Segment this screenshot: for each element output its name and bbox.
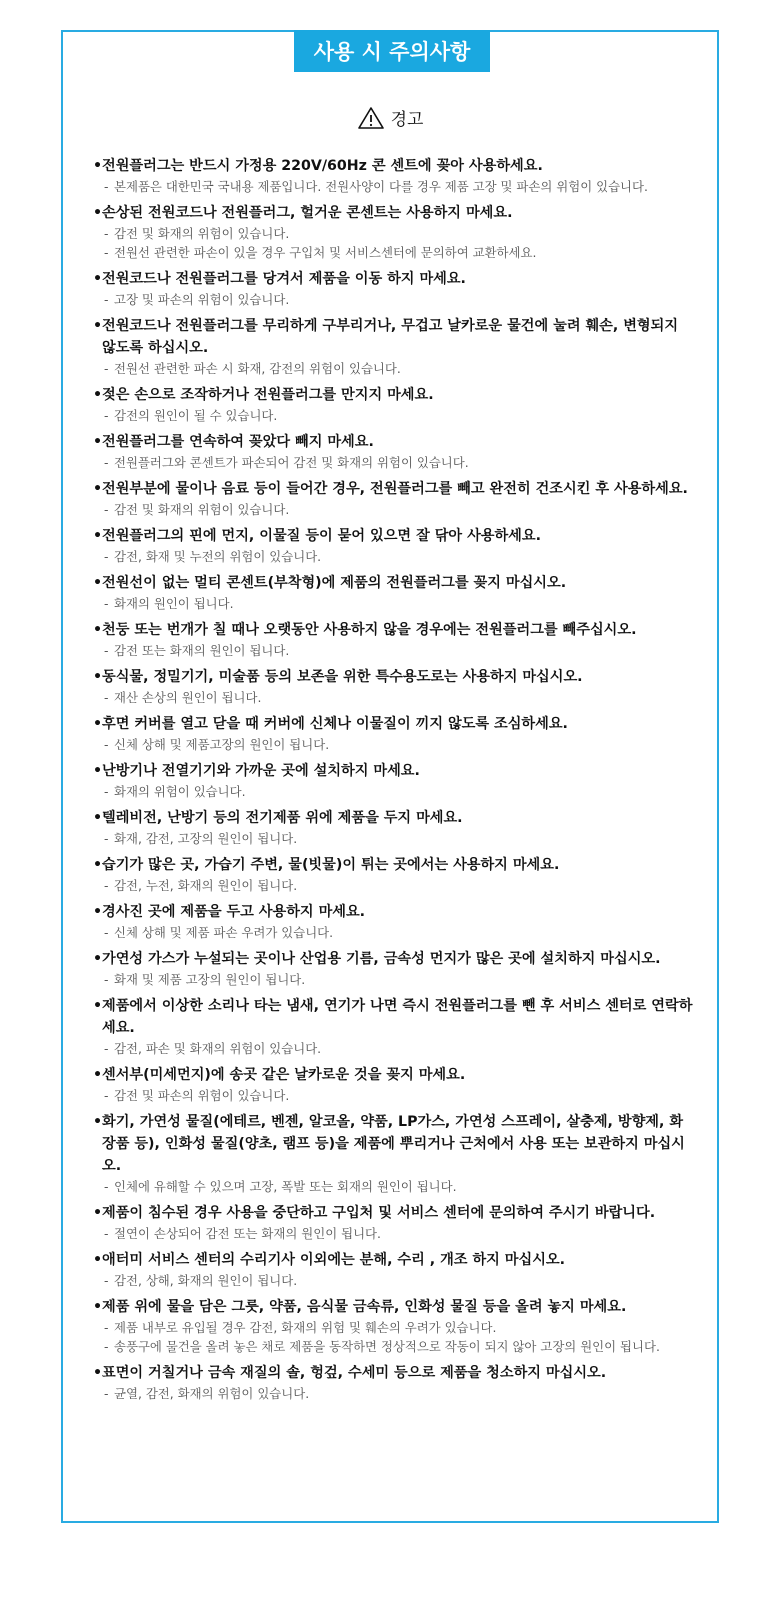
caution-item [93,854,693,895]
caution-frame [61,30,719,1523]
caution-item [93,1362,693,1403]
caution-item [93,995,693,1058]
caution-item [93,1296,693,1356]
caution-item [93,384,693,425]
caution-item-heading: • 텔레비전, 난방기 등의 전기제품 위에 제품을 두지 마세요. [93,807,693,829]
caution-item-detail: - 감전, 누전, 화재의 원인이 됩니다. [93,876,693,895]
warning-heading [63,105,717,130]
caution-item [93,1064,693,1105]
caution-item [93,525,693,566]
caution-item-detail: - 감전 또는 화재의 원인이 됩니다. [93,641,693,660]
caution-item-heading: • 젖은 손으로 조작하거나 전원플러그를 만지지 마세요. [93,384,693,406]
caution-item-detail: - 신체 상해 및 제품 파손 우려가 있습니다. [93,923,693,942]
caution-item [93,202,693,262]
caution-item-heading: • 전원플러그를 연속하여 꽂았다 빼지 마세요. [93,431,693,453]
caution-item-heading: • 화기, 가연성 물질(에테르, 벤젠, 알코올, 약품, LP가스, 가연성 스프레이, 살충제, 방향제, 화장품 등), 인화성 물질(양초, 램프 등)을 제품에 뿌리거나 근처에서 사용 또는 보관하지 마십시오. [93,1111,693,1177]
caution-item-detail: - 균열, 감전, 화재의 위험이 있습니다. [93,1384,693,1403]
caution-item [93,1111,693,1196]
caution-item [93,1249,693,1290]
caution-item [93,713,693,754]
caution-item [93,315,693,378]
caution-item [93,268,693,309]
page-title: 사용 시 주의사항 [294,30,490,72]
caution-item-detail: - 화재 및 제품 고장의 원인이 됩니다. [93,970,693,989]
caution-item-heading: • 제품에서 이상한 소리나 타는 냄새, 연기가 나면 즉시 전원플러그를 뺀 후 서비스 센터로 연락하세요. [93,995,693,1039]
caution-item-heading: • 전원플러그는 반드시 가정용 220V/60Hz 콘 센트에 꽂아 사용하세요. [93,155,693,177]
caution-item-detail: - 감전 및 화재의 위험이 있습니다. [93,500,693,519]
caution-item-heading: • 전원코드나 전원플러그를 당겨서 제품을 이동 하지 마세요. [93,268,693,290]
caution-item-heading: • 전원부분에 물이나 음료 등이 들어간 경우, 전원플러그를 빼고 완전히 건조시킨 후 사용하세요. [93,478,693,500]
caution-item [93,431,693,472]
caution-item-detail: - 재산 손상의 원인이 됩니다. [93,688,693,707]
caution-item-heading: • 애터미 서비스 센터의 수리기사 이외에는 분해, 수리 , 개조 하지 마십시오. [93,1249,693,1271]
caution-item-detail: - 고장 및 파손의 위험이 있습니다. [93,290,693,309]
caution-item-detail: - 제품 내부로 유입될 경우 감전, 화재의 위험 및 훼손의 우려가 있습니다. [93,1318,693,1337]
caution-item [93,1202,693,1243]
caution-item-detail: - 감전 및 화재의 위험이 있습니다. [93,224,693,243]
caution-item-heading: • 난방기나 전열기기와 가까운 곳에 설치하지 마세요. [93,760,693,782]
caution-item-heading: • 동식물, 정밀기기, 미술품 등의 보존을 위한 특수용도로는 사용하지 마십시오. [93,666,693,688]
caution-item-detail: - 화재의 원인이 됩니다. [93,594,693,613]
caution-item [93,572,693,613]
caution-item-heading: • 센서부(미세먼지)에 송곳 같은 날카로운 것을 꽂지 마세요. [93,1064,693,1086]
caution-item-heading: • 전원코드나 전원플러그를 무리하게 구부리거나, 무겁고 날카로운 물건에 눌려 훼손, 변형되지 않도록 하십시오. [93,315,693,359]
caution-item-detail: - 감전 및 파손의 위험이 있습니다. [93,1086,693,1105]
caution-item-detail: - 전원플러그와 콘센트가 파손되어 감전 및 화재의 위험이 있습니다. [93,453,693,472]
caution-item [93,666,693,707]
caution-item-heading: • 전원선이 없는 멀티 콘센트(부착형)에 제품의 전원플러그를 꽂지 마십시오. [93,572,693,594]
caution-item-detail: - 본제품은 대한민국 국내용 제품입니다. 전원사양이 다를 경우 제품 고장 및 파손의 위험이 있습니다. [93,177,693,196]
caution-item-heading: • 전원플러그의 핀에 먼지, 이물질 등이 묻어 있으면 잘 닦아 사용하세요. [93,525,693,547]
caution-item-heading: • 가연성 가스가 누설되는 곳이나 산업용 기름, 금속성 먼지가 많은 곳에 설치하지 마십시오. [93,948,693,970]
caution-item-detail: - 감전, 상해, 화재의 원인이 됩니다. [93,1271,693,1290]
caution-item-heading: • 습기가 많은 곳, 가습기 주변, 물(빗물)이 튀는 곳에서는 사용하지 마세요. [93,854,693,876]
caution-item-detail: - 송풍구에 물건을 올려 놓은 채로 제품을 동작하면 정상적으로 작동이 되지 않아 고장의 원인이 됩니다. [93,1337,693,1356]
caution-item-heading: • 제품 위에 물을 담은 그릇, 약품, 음식물 금속류, 인화성 물질 등을 올려 놓지 마세요. [93,1296,693,1318]
caution-item-detail: - 신체 상해 및 제품고장의 원인이 됩니다. [93,735,693,754]
caution-item-detail: - 전원선 관련한 파손이 있을 경우 구입처 및 서비스센터에 문의하여 교환하세요. [93,243,693,262]
caution-item-heading: • 표면이 거칠거나 금속 재질의 솔, 헝겊, 수세미 등으로 제품을 청소하지 마십시오. [93,1362,693,1384]
caution-list [93,155,693,1409]
caution-item-detail: - 전원선 관련한 파손 시 화재, 감전의 위험이 있습니다. [93,359,693,378]
caution-item [93,948,693,989]
caution-item-heading: • 손상된 전원코드나 전원플러그, 헐거운 콘센트는 사용하지 마세요. [93,202,693,224]
caution-item-detail: - 감전, 화재 및 누전의 위험이 있습니다. [93,547,693,566]
warning-label: 경고 [390,110,424,130]
caution-item-heading: • 제품이 침수된 경우 사용을 중단하고 구입처 및 서비스 센터에 문의하여 주시기 바랍니다. [93,1202,693,1224]
caution-item-detail: - 절연이 손상되어 감전 또는 화재의 원인이 됩니다. [93,1224,693,1243]
caution-item-heading: • 후면 커버를 열고 닫을 때 커버에 신체나 이물질이 끼지 않도록 조심하세요. [93,713,693,735]
caution-item-detail: - 감전, 파손 및 화재의 위험이 있습니다. [93,1039,693,1058]
caution-item-detail: - 인체에 유해할 수 있으며 고장, 폭발 또는 회재의 원인이 됩니다. [93,1177,693,1196]
caution-item-heading: • 천둥 또는 번개가 칠 때나 오랫동안 사용하지 않을 경우에는 전원플러그를 빼주십시오. [93,619,693,641]
caution-item-detail: - 화재의 위험이 있습니다. [93,782,693,801]
caution-item [93,760,693,801]
caution-item [93,901,693,942]
caution-item-detail: - 감전의 원인이 될 수 있습니다. [93,406,693,425]
caution-item [93,155,693,196]
caution-item [93,807,693,848]
caution-item [93,478,693,519]
caution-item-detail: - 화재, 감전, 고장의 원인이 됩니다. [93,829,693,848]
caution-item [93,619,693,660]
caution-item-heading: • 경사진 곳에 제품을 두고 사용하지 마세요. [93,901,693,923]
warning-triangle-icon [357,106,385,130]
